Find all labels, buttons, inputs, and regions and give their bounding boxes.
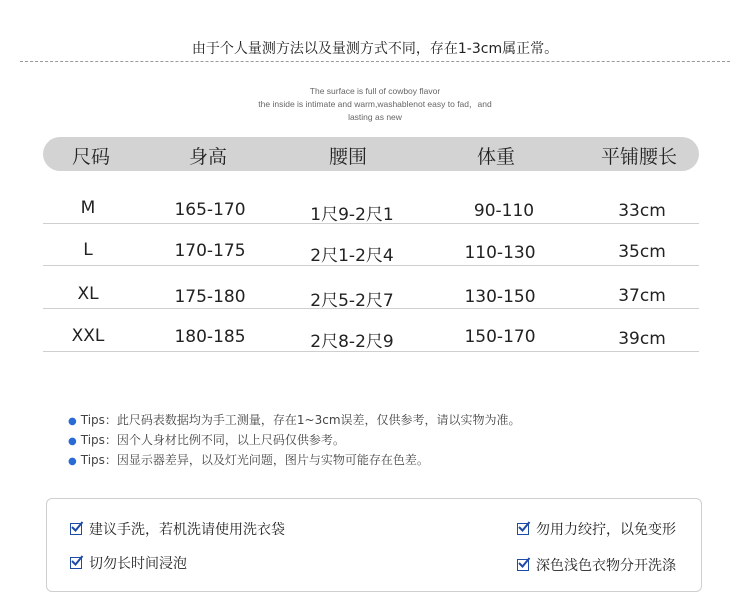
tip-label: Tips： xyxy=(80,433,117,447)
tip-label: Tips： xyxy=(80,413,117,427)
measurement-notice: 由于个人量测方法以及量测方式不同，存在1-3cm属正常。 xyxy=(191,41,559,57)
table-cell-weight: 130-150 xyxy=(464,287,536,307)
header-flat-waist-length: 平铺腰长 xyxy=(600,146,677,168)
row-divider xyxy=(43,308,699,309)
care-item-no-wring xyxy=(517,519,676,539)
tip-item xyxy=(68,450,521,470)
checkbox-checked-icon xyxy=(517,559,529,571)
table-cell-waist: 2尺5-2尺7 xyxy=(310,291,394,311)
header-size: 尺码 xyxy=(71,146,110,168)
header-height: 身高 xyxy=(188,146,227,168)
table-cell-weight: 150-170 xyxy=(464,327,536,347)
care-text: 切勿长时间浸泡 xyxy=(89,556,187,572)
care-item-hand-wash xyxy=(70,519,285,539)
tip-item xyxy=(68,410,521,430)
table-cell-height: 175-180 xyxy=(174,287,246,307)
bullet-dot-icon: ● xyxy=(68,456,77,467)
row-divider xyxy=(43,223,699,224)
tagline-line-3: lasting as new xyxy=(348,112,402,122)
row-divider xyxy=(43,351,699,352)
table-cell-size: L xyxy=(83,240,93,260)
bullet-dot-icon: ● xyxy=(68,416,77,427)
table-cell-height: 180-185 xyxy=(174,327,246,347)
tips-list xyxy=(68,410,521,470)
table-cell-waist: 2尺1-2尺4 xyxy=(310,246,394,266)
table-cell-size: XL xyxy=(77,284,99,304)
tip-text: 此尺码表数据均为手工测量，存在1~3cm误差，仅供参考，请以实物为准。 xyxy=(116,413,521,427)
care-text: 建议手洗，若机洗请使用洗衣袋 xyxy=(89,522,285,538)
bullet-dot-icon: ● xyxy=(68,436,77,447)
header-weight: 体重 xyxy=(476,146,515,168)
tip-item xyxy=(68,430,521,450)
tagline-line-1: The surface is full of cowboy flavor xyxy=(309,86,441,96)
table-cell-height: 165-170 xyxy=(174,200,246,220)
tagline xyxy=(0,85,750,124)
table-cell-size: XXL xyxy=(71,326,105,346)
table-cell-flat-length: 37cm xyxy=(618,286,666,306)
table-cell-flat-length: 39cm xyxy=(618,329,666,349)
table-cell-weight: 90-110 xyxy=(473,201,535,221)
care-item-no-soak xyxy=(70,553,187,573)
table-cell-weight: 110-130 xyxy=(464,243,536,263)
tagline-line-2: the inside is intimate and warm,washablenot easy to fad，and xyxy=(258,99,492,109)
checkbox-checked-icon xyxy=(70,557,82,569)
care-text: 深色浅色衣物分开洗涤 xyxy=(536,558,676,574)
tip-text: 因显示器差异，以及灯光问题，图片与实物可能存在色差。 xyxy=(116,453,429,467)
table-cell-flat-length: 35cm xyxy=(618,242,666,262)
table-cell-waist: 2尺8-2尺9 xyxy=(310,332,394,352)
table-cell-height: 170-175 xyxy=(174,241,246,261)
checkbox-checked-icon xyxy=(70,523,82,535)
checkbox-checked-icon xyxy=(517,523,529,535)
tip-label: Tips： xyxy=(80,453,117,467)
header-waist: 腰围 xyxy=(328,146,367,168)
table-cell-size: M xyxy=(80,198,96,218)
row-divider xyxy=(43,265,699,266)
dashed-divider xyxy=(20,61,730,62)
care-item-separate-colors xyxy=(517,555,676,575)
care-text: 勿用力绞拧，以免变形 xyxy=(536,522,676,538)
tip-text: 因个人身材比例不同，以上尺码仅供参考。 xyxy=(116,433,345,447)
table-cell-waist: 1尺9-2尺1 xyxy=(310,205,394,225)
table-cell-flat-length: 33cm xyxy=(618,201,666,221)
care-instructions-box xyxy=(46,498,702,592)
